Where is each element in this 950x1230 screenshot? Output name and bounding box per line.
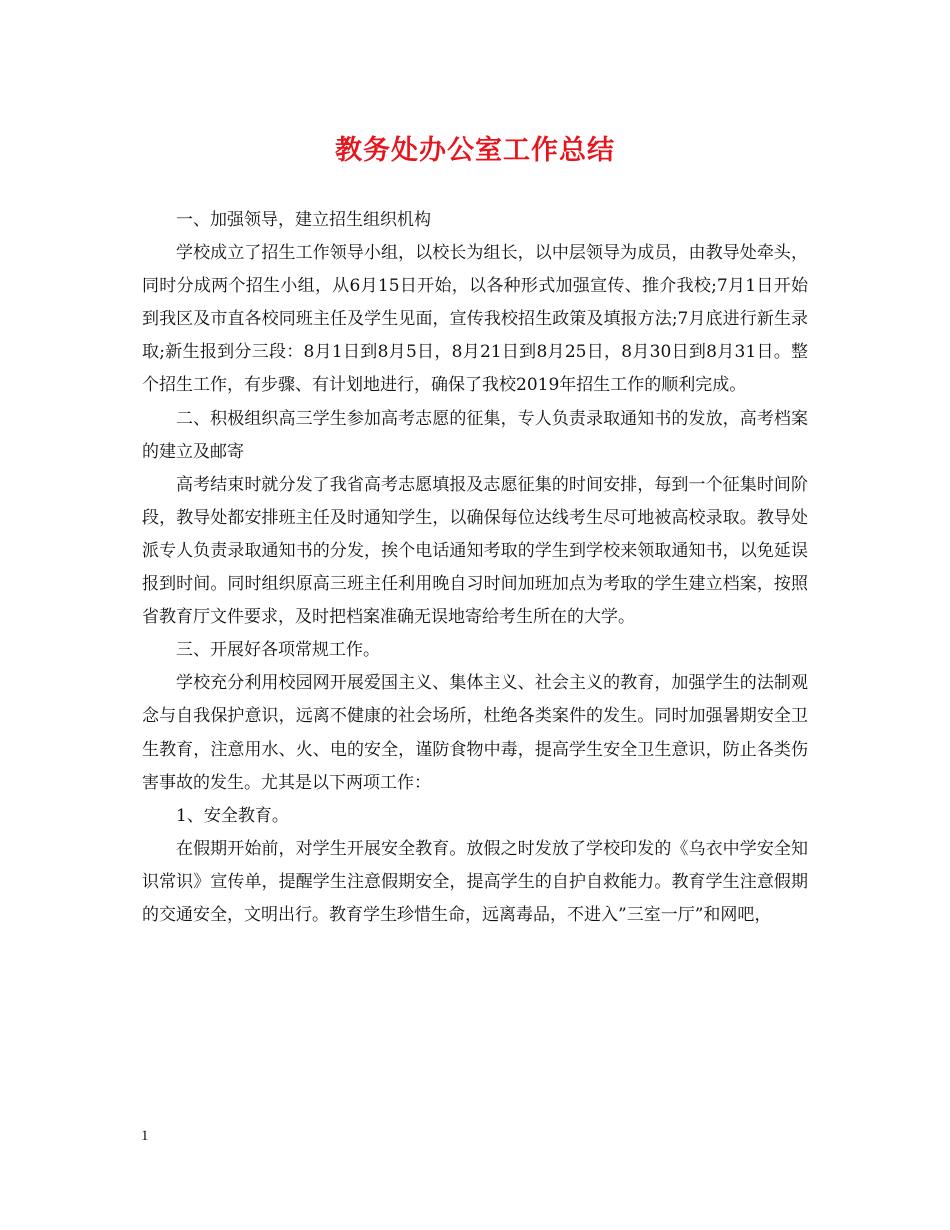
document-title: 教务处办公室工作总结 — [335, 135, 615, 166]
section-heading-1: 一、加强领导，建立招生组织机构 — [176, 210, 431, 230]
section-heading-3: 三、开展好各项常规工作。 — [176, 640, 380, 661]
subsection-heading-safety: 1、安全教育。 — [176, 805, 289, 826]
paragraph-safety-education: 在假期开始前，对学生开展安全教育。放假之时发放了学校印发的《乌衣中学安全知识常识》宣传单，提醒学生注意假期安全，提高学生的自护自救能力。教育学生注意假期的交通安全，文明出行。教育学生珍惜生命，远离毒品，不进入”三室一厅”和网吧， — [142, 838, 808, 925]
document-body — [142, 204, 808, 932]
paragraph-admissions: 学校成立了招生工作领导小组，以校长为组长，以中层领导为成员，由教导处牵头，同时分成两个招生小组，从6月15日开始，以各种形式加强宣传、推介我校;7月1日开始到我区及市直各校同班主任及学生见面，宣传我校招生政策及填报方法;7月底进行新生录取;新生报到分三段：8月1日到8月5日，8月21日到8月25日，8月30日到8月31日。整个招生工作，有步骤、有计划地进行，确保了我校2019年招生工作的顺利完成。 — [142, 243, 808, 396]
paragraph-routine-work: 学校充分利用校园网开展爱国主义、集体主义、社会主义的教育，加强学生的法制观念与自我保护意识，远离不健康的社会场所，杜绝各类案件的发生。同时加强暑期安全卫生教育，注意用水、火、电的安全，谨防食物中毒，提高学生安全卫生意识，防止各类伤害事故的发生。尤其是以下两项工作： — [142, 673, 808, 793]
paragraph-exam-volunteer: 高考结束时就分发了我省高考志愿填报及志愿征集的时间安排，每到一个征集时间阶段，教导处都安排班主任及时通知学生，以确保每位达线考生尽可地被高校录取。教导处派专人负责录取通知书的分发，挨个电话通知考取的学生到学校来领取通知书，以免延误报到时间。同时组织原高三班主任利用晚自习时间加班加点为考取的学生建立档案，按照省教育厅文件要求，及时把档案准确无误地寄给考生所在的大学。 — [142, 474, 808, 628]
section-heading-2: 二、积极组织高三学生参加高考志愿的征集，专人负责录取通知书的发放，高考档案的建立及邮寄 — [142, 408, 808, 462]
page-number: 1 — [141, 1128, 149, 1144]
